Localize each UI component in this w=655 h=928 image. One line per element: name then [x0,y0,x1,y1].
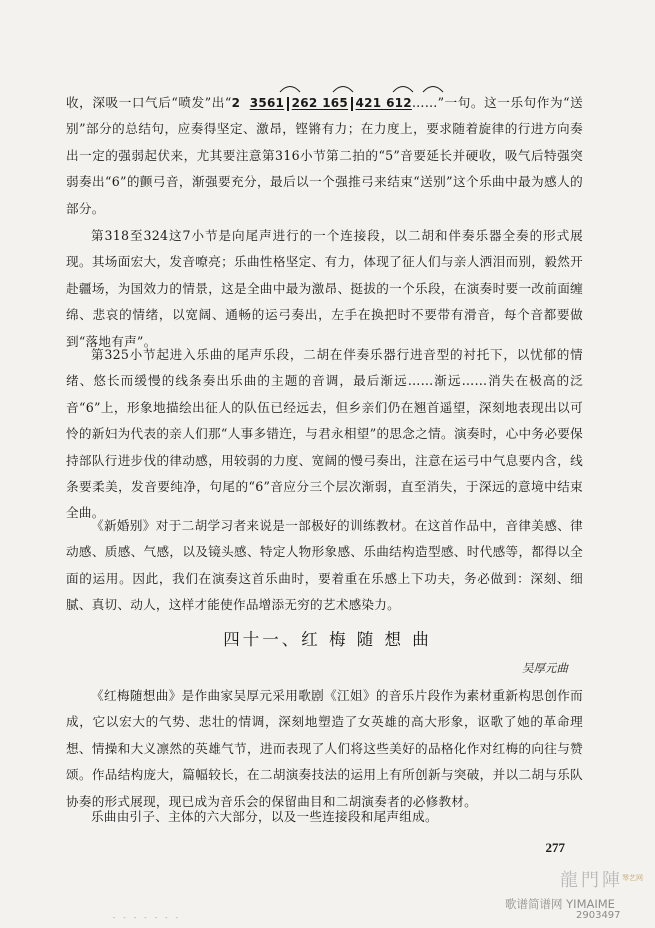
bar-line [287,97,289,111]
watermark-code: 2903497 [576,910,621,921]
paragraph-coda: 第325小节起进入乐曲的尾声乐段，二胡在伴奏乐器行进音型的衬托下，以忧郁的情绪、悠长而缓慢的线条奏出乐曲的主题的音调，最后渐远……渐远……消失在极高的泛音“6”上，形象地描绘出征人的队伍已经远去，但乡亲们仍在翘首遥望，深刻地表现出以可怜的新妇为代表的亲人们那“人事多错迕，与君永相望”的思念之情。演奏时，心中务必要保持部队行进步伐的律动感，用较弱的力度、宽阔的慢弓奏出，注意在运弓中气息要内含，线条要柔美，发音要纯净，句尾的“6”音应分三个层次渐弱，直至消失，于深远的意境中结束全曲。 [66,347,583,521]
paragraph-send-off-summary: 收，深吸一口气后“喷发”出“2 3561 262 165 421 612……”一句。这一乐句作为“送别”部分的总结句，应奏得坚定、激昂，铿锵有力；在力度上，要求随着旋律的行进方向奏出一定的强弱起伏来，尤其要注意第316小节第二拍的“5”音要延长并硬收，吸气后特强突弱奏出“6”的颤弓音，渐强要充分，最后以一个强推弓来结束“送别”这个乐曲中最为感人的部分。 [66,95,583,216]
paragraph-structure: 乐曲由引子、主体的六大部分，以及一些连接段和尾声组成。 [91,809,438,824]
watermark-logo: 龍門陣 [560,870,623,891]
jianpu-notation: 2 3561 262 165 421 612 [231,96,412,110]
paragraph-training-material: 《新婚别》对于二胡学习者来说是一部极好的训练教材。在这首作品中，音律美感、律动感、质感、气感，以及镜头感、特定人物形象感、乐曲结构造型感、时代感等，都得以全面的运用。因此，我们在演奏这首乐曲时，要着重在乐感上下功夫，务必做到：深刻、细腻、真切、动人，这样才能使作品增添无穷的艺术感染力。 [66,518,583,613]
paragraph-bridge-section: 第318至324这7小节是向尾声进行的一个连接段，以二胡和伴奏乐器全奏的形式展现。其场面宏大，发音嘹亮；乐曲性格坚定、有力，体现了征人们与亲人洒泪而别，毅然开赴疆场，为国效力的情景，这是全曲中最为激昂、挺拔的一个乐段，在演奏时要一改前面缠绵、悲哀的情绪，以宽阔、通畅的运弓奏出，左手在换把时不要带有滑音，每个音都要做到“落地有声”。 [66,228,583,349]
watermark-site: 歌谱简谱网 YIMAIME [505,897,615,911]
page-number: 277 [545,840,565,855]
composer-credit: 吴厚元曲 [522,661,568,675]
section-title: 四十一、红 梅 随 想 曲 [223,630,432,649]
bar-line [351,97,353,111]
scan-artifact: - - - - - - - [112,914,180,922]
watermark-small: 琴艺网 [622,874,643,882]
paragraph-hongmei-intro: 《红梅随想曲》是作曲家吴厚元采用歌剧《江姐》的音乐片段作为素材重新构思创作而成，它以宏大的气势、悲壮的情调，深刻地塑造了女英雄的高大形象，讴歌了她的革命理想、情操和大义凛然的英雄气节，进而表现了人们将这些美好的品格化作对红梅的向往与赞颂。作品结构庞大，篇幅较长，在二胡演奏技法的运用上有所创新与突破，并以二胡与乐队协奏的形式展现，现已成为音乐会的保留曲目和二胡演奏者的必修教材。 [66,688,583,809]
